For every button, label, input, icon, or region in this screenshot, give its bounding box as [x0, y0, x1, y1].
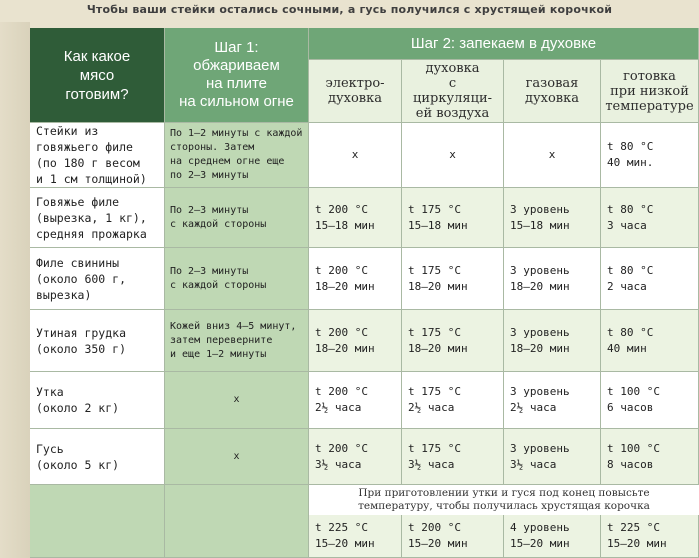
row-convection: t 175 °C 2½ часа — [402, 372, 504, 429]
row-gas: 3 уровень 18–20 мин — [504, 248, 601, 310]
row-step1: По 2–3 минуты с каждой стороны — [165, 188, 309, 248]
row-convection: t 175 °C 15–18 мин — [402, 188, 504, 248]
row-gas: 3 уровень 15–18 мин — [504, 188, 601, 248]
row-step1: x — [165, 429, 309, 485]
header-low-temp: готовка при низкой температуре — [601, 60, 699, 123]
page-caption: Чтобы ваши стейки остались сочными, а гусь получился с хрустящей корочкой — [86, 3, 613, 16]
row-convection: t 175 °C 3½ часа — [402, 429, 504, 485]
row-gas: 3 уровень 3½ часа — [504, 429, 601, 485]
final-row-lowtemp: t 225 °C 15–20 мин — [601, 515, 699, 558]
row-convection: x — [402, 123, 504, 188]
row-step1: По 2–3 минуты с каждой стороны — [165, 248, 309, 310]
row-gas: 3 уровень 2½ часа — [504, 372, 601, 429]
final-row-electric: t 225 °C 15–20 мин — [309, 515, 402, 558]
row-lowtemp: t 100 °C 6 часов — [601, 372, 699, 429]
row-step1: По 1–2 минуты с каждой стороны. Затем на среднем огне еще по 2–3 минуты — [165, 123, 309, 188]
final-row-meat — [30, 485, 165, 558]
row-meat: Говяжье филе (вырезка, 1 кг), средняя прожарка — [30, 188, 165, 248]
row-lowtemp: t 100 °C 8 часов — [601, 429, 699, 485]
final-row-convection: t 200 °C 15–20 мин — [402, 515, 504, 558]
row-meat: Гусь (около 5 кг) — [30, 429, 165, 485]
row-electric: t 200 °C 18–20 мин — [309, 310, 402, 372]
row-electric: x — [309, 123, 402, 188]
header-electric-oven: электро- духовка — [309, 60, 402, 123]
row-electric: t 200 °C 18–20 мин — [309, 248, 402, 310]
final-row-gas: 4 уровень 15–20 мин — [504, 515, 601, 558]
row-lowtemp: t 80 °C 40 мин. — [601, 123, 699, 188]
row-convection: t 175 °C 18–20 мин — [402, 310, 504, 372]
header-convection-oven: духовка с циркуляци- ей воздуха — [402, 60, 504, 123]
crispy-crust-note: При приготовлении утки и гуся под конец повысьте температуру, чтобы получилась хрустящая корочка — [309, 485, 699, 515]
row-lowtemp: t 80 °C 2 часа — [601, 248, 699, 310]
row-step1: Кожей вниз 4–5 минут, затем переверните и еще 1–2 минуты — [165, 310, 309, 372]
final-row-step1 — [165, 485, 309, 558]
row-meat: Филе свинины (около 600 г, вырезка) — [30, 248, 165, 310]
header-meat: Как какое мясо готовим? — [30, 28, 165, 123]
row-gas: 3 уровень 18–20 мин — [504, 310, 601, 372]
row-convection: t 175 °C 18–20 мин — [402, 248, 504, 310]
row-electric: t 200 °C 2½ часа — [309, 372, 402, 429]
row-meat: Утка (около 2 кг) — [30, 372, 165, 429]
row-lowtemp: t 80 °C 40 мин — [601, 310, 699, 372]
row-electric: t 200 °C 3½ часа — [309, 429, 402, 485]
row-electric: t 200 °C 15–18 мин — [309, 188, 402, 248]
row-step1: x — [165, 372, 309, 429]
row-gas: x — [504, 123, 601, 188]
row-meat: Стейки из говяжьего филе (по 180 г весом и 1 см толщиной) — [30, 123, 165, 188]
header-step2: Шаг 2: запекаем в духовке — [309, 28, 699, 60]
row-lowtemp: t 80 °C 3 часа — [601, 188, 699, 248]
cooking-table — [30, 28, 699, 558]
header-gas-oven: газовая духовка — [504, 60, 601, 123]
header-step1: Шаг 1: обжариваем на плите на сильном огне — [165, 28, 309, 123]
decorative-strip — [0, 22, 30, 558]
row-meat: Утиная грудка (около 350 г) — [30, 310, 165, 372]
